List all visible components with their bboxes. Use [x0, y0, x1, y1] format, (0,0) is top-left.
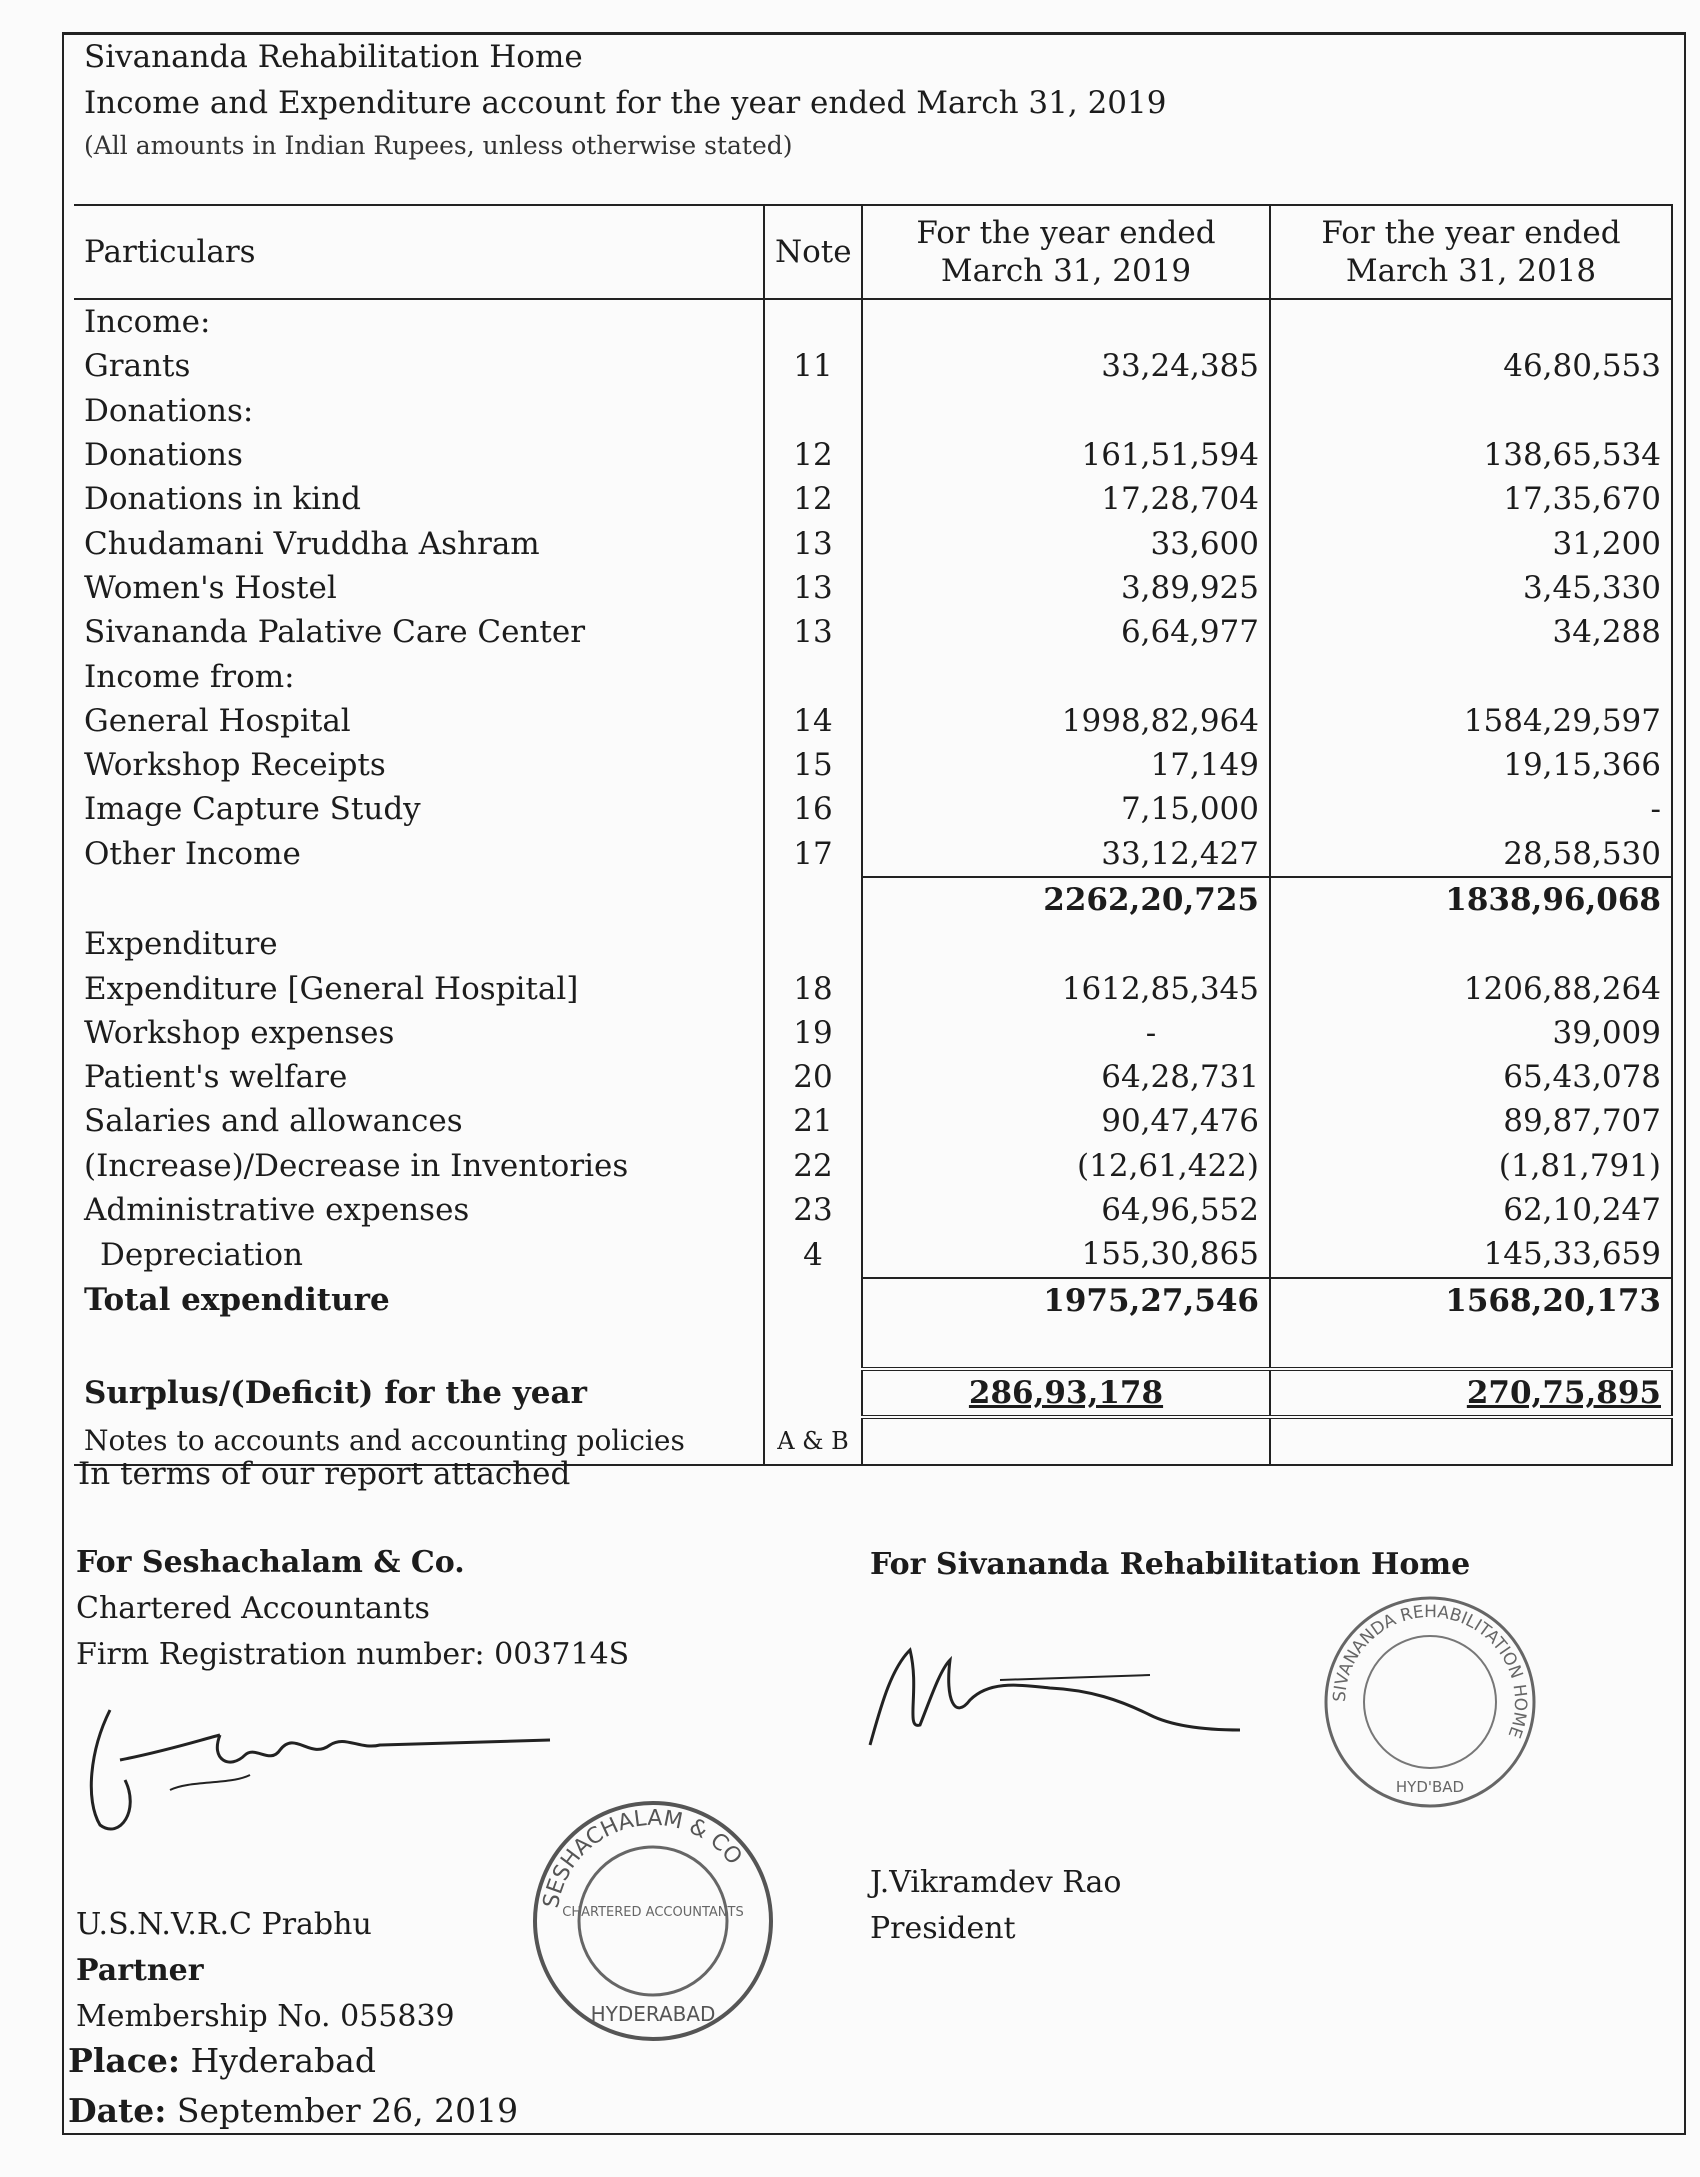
table-row	[74, 1099, 1672, 1143]
row-2019: 161,51,594	[862, 433, 1270, 477]
table-row	[74, 1188, 1672, 1232]
col-2019	[862, 205, 1270, 299]
row-note: 17	[764, 832, 862, 877]
statement-title: Income and Expenditure account for the year ended March 31, 2019	[84, 85, 1167, 121]
row-2018: 1584,29,597	[1270, 699, 1672, 743]
total-expenditure-2019: 1975,27,546	[862, 1278, 1270, 1323]
date-label: Date:	[68, 2091, 167, 2130]
col-2018-line2: March 31, 2018	[1345, 253, 1597, 289]
firm-registration: Firm Registration number: 003714S	[76, 1637, 630, 1672]
row-2019: 1998,82,964	[862, 699, 1270, 743]
president-signature	[850, 1630, 1250, 1760]
row-note: 13	[764, 610, 862, 654]
auditor-stamp-outer-text: SESHACHALAM & CO	[538, 1805, 747, 1911]
date-value: September 26, 2019	[176, 2091, 519, 2130]
row-label: Other Income	[84, 836, 301, 873]
president-name: J.Vikramdev Rao	[870, 1865, 1122, 1900]
table-row	[74, 1232, 1672, 1277]
place-value: Hyderabad	[190, 2041, 376, 2080]
table-row	[74, 610, 1672, 654]
row-2019: 17,28,704	[862, 477, 1270, 521]
row-2019: 17,149	[862, 743, 1270, 787]
row-2019: 90,47,476	[862, 1099, 1270, 1143]
table-row	[74, 1011, 1672, 1055]
row-note: 13	[764, 521, 862, 565]
col-2019-line1: For the year ended	[916, 215, 1216, 251]
notes-label: Notes to accounts and accounting policies	[74, 1417, 764, 1464]
report-line: In terms of our report attached	[78, 1456, 571, 1492]
row-label: Expenditure [General Hospital]	[84, 970, 579, 1007]
row-2018: 138,65,534	[1270, 433, 1672, 477]
row-2018: 34,288	[1270, 610, 1672, 654]
expenditure-heading: Expenditure	[84, 926, 278, 963]
donations-heading: Donations:	[84, 392, 254, 429]
auditor-signature	[80, 1690, 560, 1840]
table-row	[74, 922, 1672, 966]
row-2018: 1206,88,264	[1270, 966, 1672, 1010]
partner-title: Partner	[76, 1953, 204, 1988]
table-row	[74, 389, 1672, 433]
row-note: 4	[764, 1232, 862, 1277]
row-label: Workshop Receipts	[84, 747, 386, 784]
place-date-block	[68, 2036, 518, 2136]
row-label: Donations in kind	[84, 481, 361, 518]
org-name: Sivananda Rehabilitation Home	[84, 39, 583, 75]
row-2019: 64,28,731	[862, 1055, 1270, 1099]
org-sign-label: For Sivananda Rehabilitation Home	[870, 1547, 1471, 1582]
notes-ref: A & B	[764, 1417, 862, 1464]
row-note: 13	[764, 566, 862, 610]
table-row	[74, 787, 1672, 831]
row-2019: 7,15,000	[862, 787, 1270, 831]
table-row	[74, 832, 1672, 877]
row-note: 11	[764, 344, 862, 388]
org-stamp-outer-text: SIVANANDA REHABILITATION HOME	[1329, 1601, 1531, 1741]
row-label: Women's Hostel	[84, 569, 337, 606]
total-expenditure-2018: 1568,20,173	[1270, 1278, 1672, 1323]
row-2018: 31,200	[1270, 521, 1672, 565]
row-2019: 6,64,977	[862, 610, 1270, 654]
row-label: General Hospital	[84, 702, 351, 739]
row-label: Sivananda Palative Care Center	[84, 614, 586, 651]
row-2019: 33,600	[862, 521, 1270, 565]
currency-note: (All amounts in Indian Rupees, unless otherwise stated)	[84, 131, 793, 160]
row-2019: 1612,85,345	[862, 966, 1270, 1010]
row-label: Donations	[84, 437, 243, 474]
row-2018: 89,87,707	[1270, 1099, 1672, 1143]
row-note: 22	[764, 1144, 862, 1188]
partner-name: U.S.N.V.R.C Prabhu	[76, 1907, 372, 1942]
date-line	[68, 2086, 518, 2136]
surplus-label: Surplus/(Deficit) for the year	[84, 1375, 587, 1412]
row-2018: 62,10,247	[1270, 1188, 1672, 1232]
row-2018: 3,45,330	[1270, 566, 1672, 610]
income-from-heading: Income from:	[84, 658, 295, 695]
row-note: 20	[764, 1055, 862, 1099]
table-row	[74, 699, 1672, 743]
row-2019: 64,96,552	[862, 1188, 1270, 1232]
col-2019-line2: March 31, 2019	[940, 253, 1192, 289]
row-2018: 39,009	[1270, 1011, 1672, 1055]
row-label: Administrative expenses	[84, 1192, 470, 1229]
org-stamp	[1320, 1592, 1540, 1812]
row-note: 15	[764, 743, 862, 787]
row-note: 12	[764, 477, 862, 521]
table-header-row	[74, 205, 1672, 299]
row-note: 23	[764, 1188, 862, 1232]
auditor-stamp-inner-text: CHARTERED ACCOUNTANTS	[562, 1905, 744, 1920]
row-2018: 46,80,553	[1270, 344, 1672, 388]
auditor-stamp-city: HYDERABAD	[590, 2002, 716, 2026]
row-2018: 19,15,366	[1270, 743, 1672, 787]
row-2018: -	[1270, 787, 1672, 831]
total-expenditure-label: Total expenditure	[84, 1282, 390, 1319]
col-note: Note	[764, 205, 862, 299]
table-row	[74, 743, 1672, 787]
total-expenditure-row	[74, 1278, 1672, 1323]
income-total-2018: 1838,96,068	[1270, 877, 1672, 922]
place-line	[68, 2036, 518, 2086]
surplus-2018: 270,75,895	[1270, 1369, 1672, 1417]
row-2019: 155,30,865	[862, 1232, 1270, 1277]
row-2019: 33,24,385	[862, 344, 1270, 388]
table-row	[74, 1055, 1672, 1099]
table-row	[74, 433, 1672, 477]
income-total-row	[74, 877, 1672, 922]
org-stamp-city: HYD'BAD	[1395, 1778, 1465, 1796]
table-row	[74, 654, 1672, 698]
table-row	[74, 566, 1672, 610]
row-label: Grants	[84, 348, 191, 385]
row-2019: (12,61,422)	[862, 1144, 1270, 1188]
place-label: Place:	[68, 2041, 181, 2080]
row-2018: 65,43,078	[1270, 1055, 1672, 1099]
row-2018: 145,33,659	[1270, 1232, 1672, 1277]
row-label: Depreciation	[100, 1236, 303, 1273]
income-total-2019: 2262,20,725	[862, 877, 1270, 922]
row-label: Workshop expenses	[84, 1014, 395, 1051]
row-note: 14	[764, 699, 862, 743]
auditor-stamp	[528, 1796, 778, 2046]
row-label: Patient's welfare	[84, 1059, 348, 1096]
income-heading: Income:	[84, 304, 211, 341]
table-row	[74, 966, 1672, 1010]
row-2018: 28,58,530	[1270, 832, 1672, 877]
row-note: 21	[764, 1099, 862, 1143]
row-label: Chudamani Vruddha Ashram	[84, 525, 540, 562]
auditor-type: Chartered Accountants	[76, 1591, 430, 1626]
col-2018-line1: For the year ended	[1321, 215, 1621, 251]
spacer-row	[74, 1323, 1672, 1369]
auditor-firm: For Seshachalam & Co.	[76, 1545, 465, 1580]
row-2018: 17,35,670	[1270, 477, 1672, 521]
row-2019: 3,89,925	[862, 566, 1270, 610]
membership-number: Membership No. 055839	[76, 1999, 455, 2034]
table-row	[74, 344, 1672, 388]
income-expenditure-table	[74, 204, 1673, 1466]
col-particulars: Particulars	[74, 205, 764, 299]
row-note: 12	[764, 433, 862, 477]
row-2019: 33,12,427	[862, 832, 1270, 877]
table-row	[74, 477, 1672, 521]
row-note: 18	[764, 966, 862, 1010]
table-row	[74, 521, 1672, 565]
table-row	[74, 299, 1672, 344]
row-label: Salaries and allowances	[84, 1103, 463, 1140]
col-2018	[1270, 205, 1672, 299]
row-note: 19	[764, 1011, 862, 1055]
surplus-row	[74, 1369, 1672, 1417]
row-label: Image Capture Study	[84, 791, 421, 828]
row-note: 16	[764, 787, 862, 831]
president-title: President	[870, 1911, 1016, 1946]
row-2019: -	[862, 1011, 1270, 1055]
row-label: (Increase)/Decrease in Inventories	[84, 1147, 629, 1184]
surplus-2019: 286,93,178	[862, 1369, 1270, 1417]
row-2018: (1,81,791)	[1270, 1144, 1672, 1188]
statement-header	[84, 34, 1166, 166]
table-row	[74, 1144, 1672, 1188]
